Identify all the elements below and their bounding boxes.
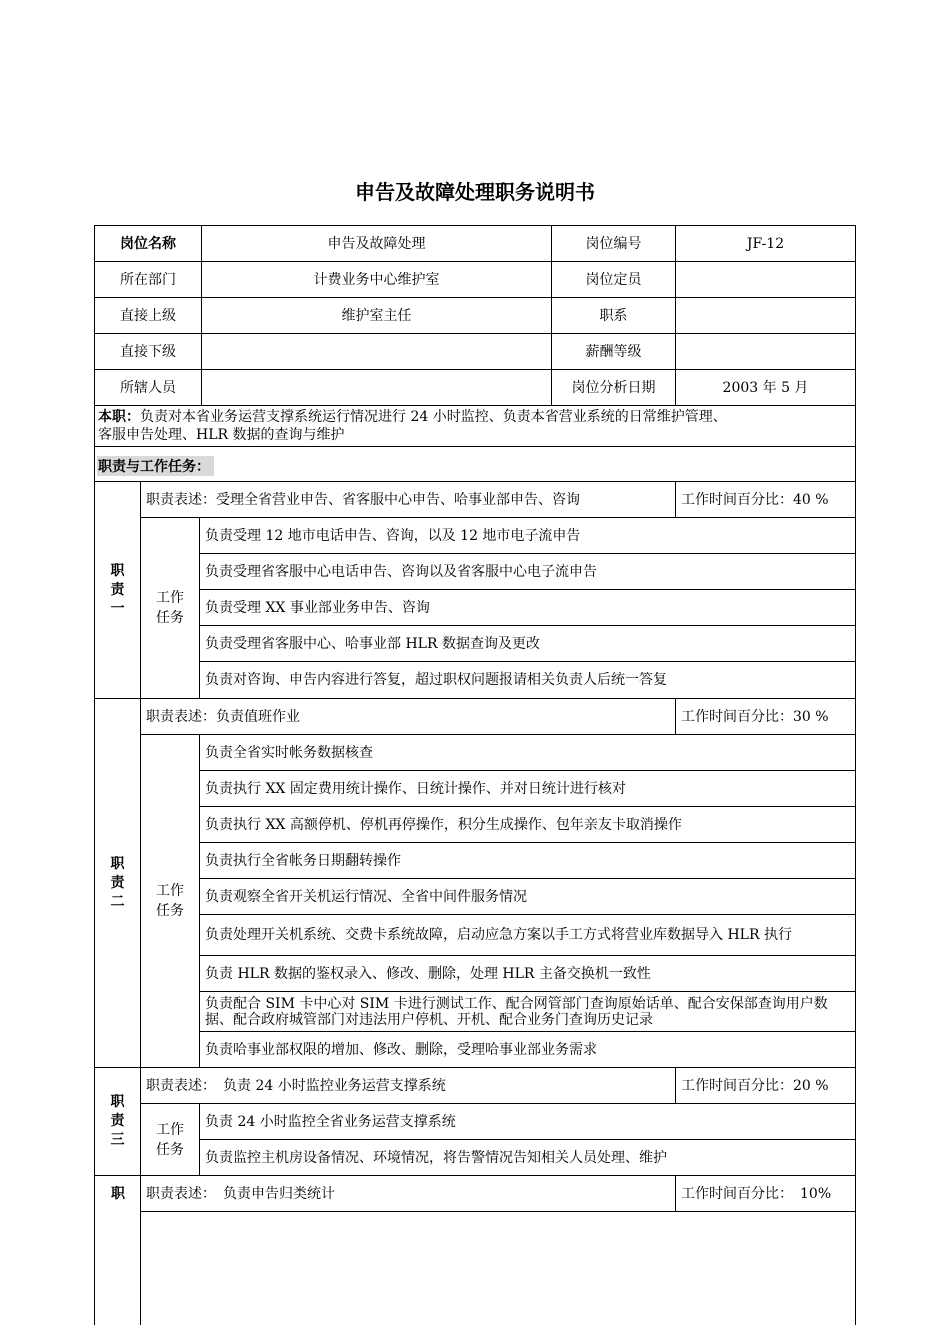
series-label: 职系: [551, 297, 676, 334]
salary-label: 薪酬等级: [551, 333, 676, 370]
duty-1-task-3: 负责受理 XX 事业部业务申告、咨询: [199, 589, 856, 626]
page-title: 申告及故障处理职务说明书: [355, 180, 595, 204]
duty-3-pct: 工作时间百分比：20 %: [675, 1067, 856, 1104]
duty-summary: [94, 405, 856, 447]
pos-no-label: 岗位编号: [551, 225, 676, 262]
duty-3-task-1: 负责 24 小时监控全省业务运营支撑系统: [199, 1103, 856, 1140]
duty-1-task-label: 工作任务: [156, 590, 184, 626]
pos-no-value: JF-12: [675, 225, 856, 262]
duty-3-task-2: 负责监控主机房设备情况、环境情况，将告警情况告知相关人员处理、维护: [199, 1139, 856, 1176]
duty-3-desc: 职责表述： 负责 24 小时监控业务运营支撑系统: [140, 1067, 676, 1104]
duty-2-task-6: 负责处理开关机系统、交费卡系统故障，启动应急方案以手工方式将营业库数据导入 HLR 执行: [199, 914, 856, 956]
duty-4-pct: 工作时间百分比： 10%: [675, 1175, 856, 1212]
series-value: [675, 297, 856, 334]
dept-label: 所在部门: [94, 261, 202, 298]
duty-2-task-2: 负责执行 XX 固定费用统计操作、日统计操作、并对日统计进行核对: [199, 770, 856, 807]
duty-2-task-3: 负责执行 XX 高额停机、停机再停操作，积分生成操作、包年亲友卡取消操作: [199, 806, 856, 843]
staff-label: 所辖人员: [94, 369, 202, 406]
duty-3-task-label: 工作任务: [156, 1121, 184, 1158]
duty-2-task-9: 负责哈事业部权限的增加、修改、删除，受理哈事业部业务需求: [199, 1031, 856, 1068]
duty-2-pct: 工作时间百分比：30 %: [675, 698, 856, 735]
duty-1-pct: 工作时间百分比：40 %: [675, 481, 856, 518]
duty-1-task-2: 负责受理省客服中心电话申告、咨询以及省客服中心电子流申告: [199, 553, 856, 590]
quota-label: 岗位定员: [551, 261, 676, 298]
duty-1-label: 职责一: [110, 562, 125, 617]
pos-name-value: 申告及故障处理: [201, 225, 552, 262]
duty-3-label: 职责三: [110, 1094, 125, 1148]
duty-1-task-4: 负责受理省客服中心、哈事业部 HLR 数据查询及更改: [199, 625, 856, 662]
subordinate-value: [201, 333, 552, 370]
duty-3-task-label-cell: [140, 1103, 200, 1176]
subordinate-label: 直接下级: [94, 333, 202, 370]
duty-line-2: 客服申告处理、HLR 数据的查询与维护: [98, 427, 345, 443]
duty-3-label-cell: [94, 1067, 141, 1176]
duty-2-task-label: 工作任务: [156, 883, 184, 919]
duty-1-label-cell: [94, 481, 141, 699]
dept-value: 计费业务中心维护室: [201, 261, 552, 298]
staff-value: [201, 369, 552, 406]
duty-4-label: 职: [111, 1186, 125, 1202]
section-title-row: [94, 446, 856, 482]
superior-value: 维护室主任: [201, 297, 552, 334]
quota-value: [675, 261, 856, 298]
section-title: 职责与工作任务：: [97, 456, 214, 476]
pos-name-label: 岗位名称: [94, 225, 202, 262]
duty-4-desc: 职责表述： 负责申告归类统计: [140, 1175, 676, 1212]
duty-1-task-label-cell: [140, 517, 200, 699]
duty-2-task-4: 负责执行全省帐务日期翻转操作: [199, 842, 856, 879]
duty-2-label-cell: [94, 698, 141, 1068]
duty-1-task-5: 负责对咨询、申告内容进行答复，超过职权问题报请相关负责人后统一答复: [199, 661, 856, 699]
duty-2-desc: 职责表述：负责值班作业: [140, 698, 676, 735]
duty-label: 本职：: [98, 409, 140, 425]
date-value: 2003 年 5 月: [675, 369, 856, 406]
duty-2-task-5: 负责观察全省开关机运行情况、全省中间件服务情况: [199, 878, 856, 915]
duty-1-desc: 职责表述：受理全省营业申告、省客服中心申告、哈事业部申告、咨询: [140, 481, 676, 518]
duty-2-task-8: 负责配合 SIM 卡中心对 SIM 卡进行测试工作、配合网管部门查询原始话单、配合安保部查询用户数据、配合政府城管部门对违法用户停机、开机、配合业务门查询历史记录: [199, 991, 856, 1032]
job-description-table: [94, 225, 856, 1325]
duty-line-1: 负责对本省业务运营支撑系统运行情况进行 24 小时监控、负责本省营业系统的日常维护管理、: [140, 409, 727, 425]
duty-2-task-label-cell: [140, 734, 200, 1068]
salary-value: [675, 333, 856, 370]
duty-1-task-1: 负责受理 12 地市电话申告、咨询，以及 12 地市电子流申告: [199, 517, 856, 554]
duty-2-label: 职责二: [110, 855, 125, 910]
duty-2-task-7: 负责 HLR 数据的鉴权录入、修改、删除，处理 HLR 主备交换机一致性: [199, 955, 856, 992]
duty-2-task-1: 负责全省实时帐务数据核查: [199, 734, 856, 771]
duty-4-label-cell: [94, 1175, 141, 1325]
superior-label: 直接上级: [94, 297, 202, 334]
date-label: 岗位分析日期: [551, 369, 676, 406]
